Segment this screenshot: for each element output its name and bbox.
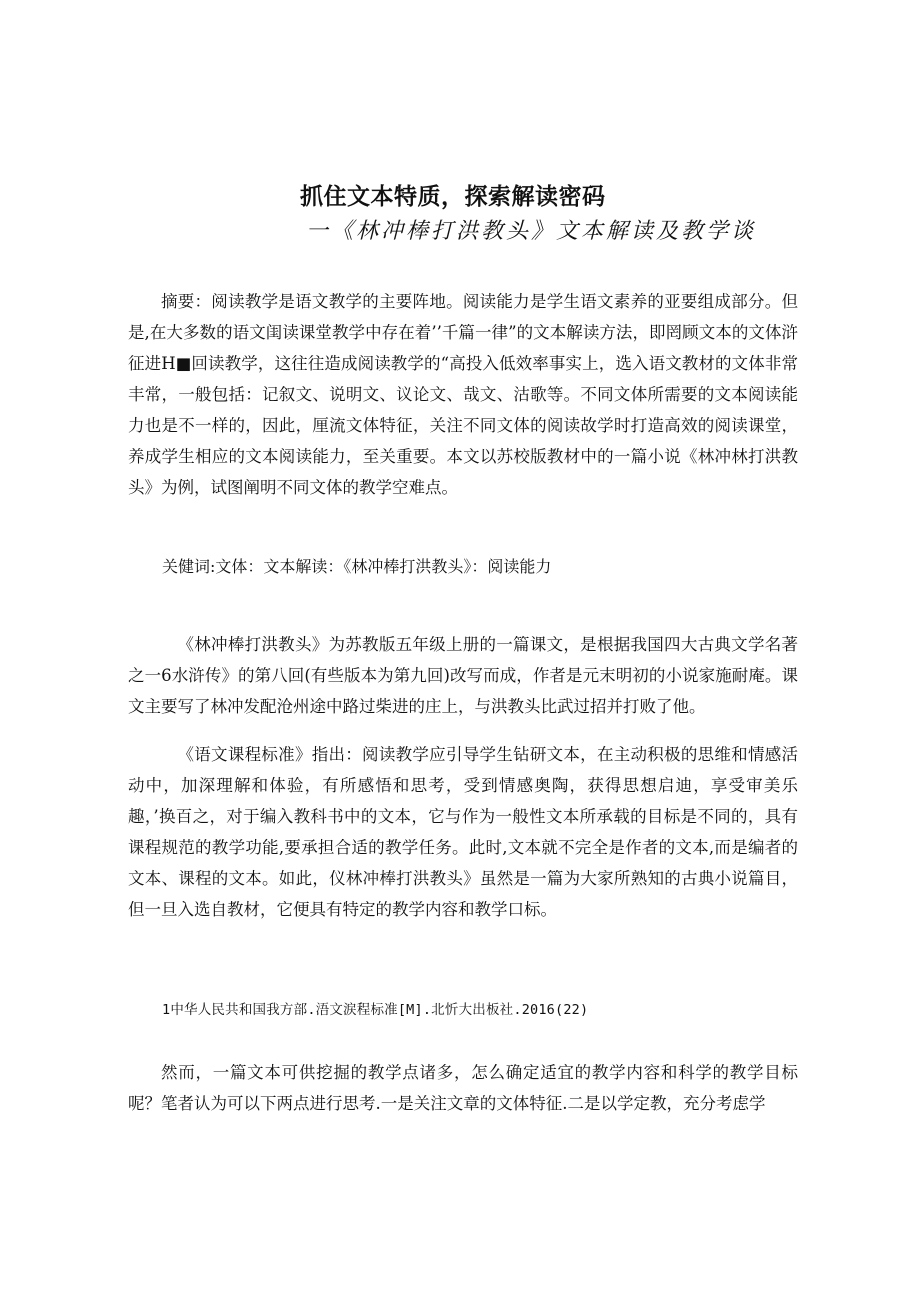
document-subtitle: 一《林冲棒打洪教头》文本解读及教学谈 — [306, 219, 757, 244]
abstract-text: 摘要：阅读教学是语文教学的主要阵地。阅读能力是学生语文素养的亚要组成部分。但是,在大多数的语文闺读课堂教学中存在着’’千篇一律”的文本解读方法，即罔顾文本的文体浒征进H■回读教学，这往往造成阅读教学的“高投入低效率事实上，选入语文教材的文体非常丰常，一般包括：记叙文、说明文、议论文、哉文、沽歌等。不同文体所需要的文本阅读能力也是不一样的，因此，厘流文体特征，关注不同文体的阅读故学时打造高效的阅读课堂，养成学生相应的文本阅读能力，至关重要。本文以苏校版教材中的一篇小说《林冲林打洪教头》为例，试图阐明不同文体的教学空难点。 — [128, 292, 798, 497]
body-paragraph-2 — [128, 739, 798, 925]
body-paragraph-3 — [128, 1057, 798, 1119]
document-title: 抓住文本特质，探索解读密码 — [300, 184, 606, 210]
paragraph-text: 《语文课程标准》指出：阅读教学应引导学生钻研文本，在主动积极的思维和情感活动中，加深理解和体验，有所感悟和思考，受到情感奥陶，获得思想启迪，享受审美乐趣，’换百之，对于编入教科书中的文本，它与作为一般性文本所承载的目标是不同的，具有课程规范的教学功能,要承担合适的教学任务。此时,文本就不完全是作者的文本,而是编者的文本、课程的文本。如此，仪林冲棒打洪教头》虽然是一篇为大家所熟知的古典小说篇目，但一旦入选自教材，它便具有特定的教学内容和教学口标。 — [128, 745, 798, 919]
paragraph-text: 然而，一篇文本可供挖掘的教学点诸多，怎么确定适宜的教学内容和科学的教学目标呢？笔者认为可以下两点进行思考.一是关注文章的文体特征.二是以学定教，充分考虑学 — [128, 1063, 798, 1113]
keywords-line: 关健词:文体：文本解读：《林冲棒打洪教头》：阅读能力 — [162, 557, 552, 576]
paragraph-text: 《林冲棒打洪教头》为苏教版五年级上册的一篇课文，是根据我国四大古典文学名著之一6水浒传》的第八回(有些版本为第九回)改写而成，作者是元末明初的小说家施耐庵。课文主要写了林冲发配沧州途中路过柴进的庄上，与洪教头比武过招并打败了他。 — [128, 635, 798, 716]
footnote: 1中华人民共和国我方部.浯文涙程标准[M].北忻大出板社.2016(22) — [162, 1002, 589, 1018]
abstract-section — [128, 286, 798, 503]
body-paragraph-1 — [128, 629, 798, 722]
